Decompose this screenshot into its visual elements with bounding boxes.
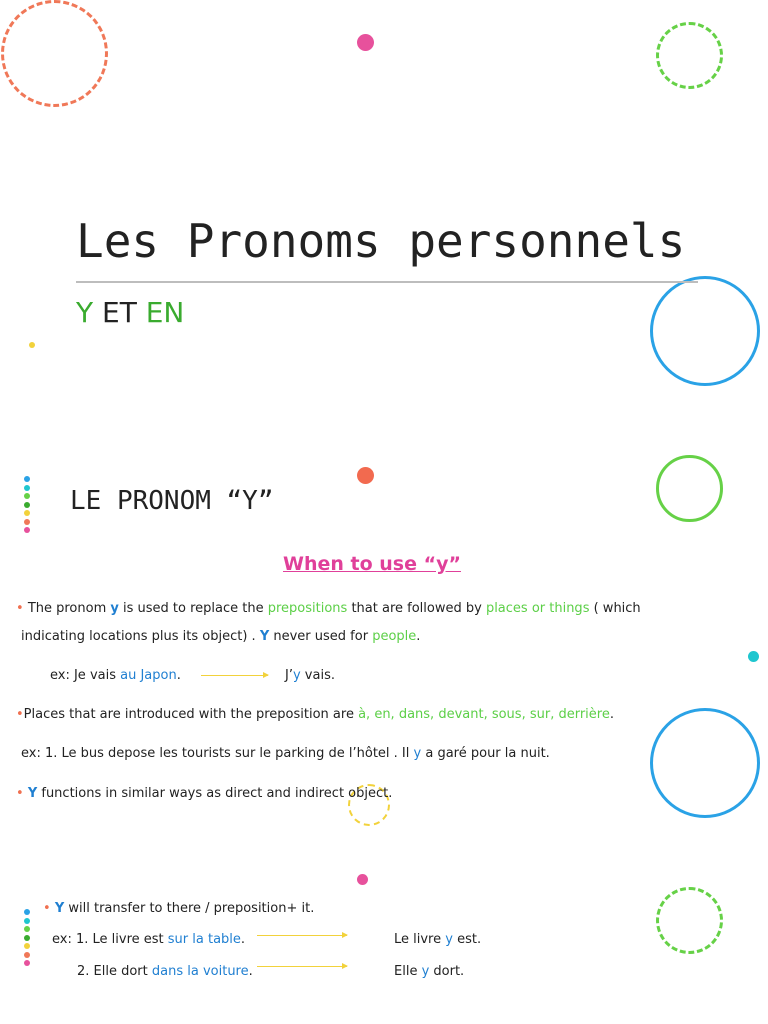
rule-line-2 [16, 707, 614, 722]
highlight-place: sur la table [167, 932, 241, 947]
section-heading: LE PRONOM “Y” [70, 486, 274, 516]
text: dort. [429, 964, 465, 979]
text: functions in similar ways as direct and indirect object. [37, 786, 393, 801]
text: will transfer to there / preposition+ it. [64, 901, 315, 916]
highlight-y: y [110, 601, 119, 616]
text: . [240, 932, 246, 947]
highlight-y: y [445, 932, 453, 947]
highlight-place: dans la voiture [151, 964, 249, 979]
text: Le livre [394, 932, 446, 947]
example-3 [52, 932, 245, 947]
text: The pronom [27, 601, 111, 616]
text: . [176, 668, 181, 683]
decor-circle-dashed-green [656, 22, 723, 89]
decor-circle-dashed-green-2 [656, 887, 723, 954]
text: ex: Je vais [50, 668, 121, 683]
subtitle-y: Y [76, 296, 94, 329]
bullet: • [43, 901, 51, 916]
arrow-icon [257, 966, 347, 967]
page-title: Les Pronoms personnels [76, 214, 686, 268]
decor-dot-pink [357, 34, 374, 51]
rule-line-4 [43, 901, 314, 916]
title-divider [76, 281, 698, 283]
subtitle-en: EN [145, 296, 185, 329]
decor-dot-column-2 [24, 909, 30, 969]
highlight-y: y [421, 964, 430, 979]
highlight-people: people [372, 629, 417, 644]
text: that are followed by [347, 601, 486, 616]
text: vais. [300, 668, 335, 683]
highlight-prepositions-list: à, en, dans, devant, sous, sur, derrière [358, 707, 610, 722]
example-4-result [394, 964, 464, 979]
decor-circle-blue [650, 276, 760, 386]
text: a garé pour la nuit. [421, 746, 550, 761]
text: . [248, 964, 253, 979]
example-1-result [285, 668, 335, 683]
text: est. [452, 932, 482, 947]
when-heading: When to use “y” [283, 553, 461, 575]
highlight-places: places or things [485, 601, 590, 616]
text: never used for [269, 629, 373, 644]
text: is used to replace the [118, 601, 268, 616]
example-1 [50, 668, 181, 683]
arrow-icon [201, 675, 268, 676]
text: J’ [285, 668, 293, 683]
text: Elle [394, 964, 422, 979]
highlight-prepositions: prepositions [267, 601, 348, 616]
text: ex: 1. Le bus depose les tourists sur le parking de l’hôtel . Il [21, 746, 414, 761]
bullet: • [16, 707, 24, 722]
rule-line-1b [21, 629, 420, 644]
decor-dot-yellow [29, 342, 35, 348]
highlight-y: y [413, 746, 422, 761]
highlight-place: au Japon [120, 668, 177, 683]
text: . [609, 707, 614, 722]
bullet: • [16, 601, 24, 616]
decor-circle-green [656, 455, 723, 522]
rule-line-1 [16, 601, 641, 616]
example-2 [21, 746, 550, 761]
example-4 [77, 964, 253, 979]
decor-circle-dashed-orange [1, 0, 108, 107]
text: ex: 1. Le livre est [52, 932, 168, 947]
highlight-y: Y [27, 786, 38, 801]
rule-line-3 [16, 786, 392, 801]
text: Places that are introduced with the preposition are [23, 707, 359, 722]
example-3-result [394, 932, 481, 947]
highlight-y: Y [54, 901, 65, 916]
text: ( which [589, 601, 641, 616]
arrow-icon [257, 935, 347, 936]
decor-circle-blue-2 [650, 708, 760, 818]
decor-dot-column [24, 476, 30, 536]
decor-dot-cyan [748, 651, 759, 662]
decor-dot-orange [357, 467, 374, 484]
text: indicating locations plus its object) . [21, 629, 260, 644]
subtitle-et: ET [102, 296, 137, 329]
bullet: • [16, 786, 24, 801]
subtitle [76, 296, 184, 329]
highlight-y: Y [259, 629, 270, 644]
highlight-y: y [292, 668, 301, 683]
decor-dot-pink-2 [357, 874, 368, 885]
text: 2. Elle dort [77, 964, 152, 979]
text: . [416, 629, 421, 644]
